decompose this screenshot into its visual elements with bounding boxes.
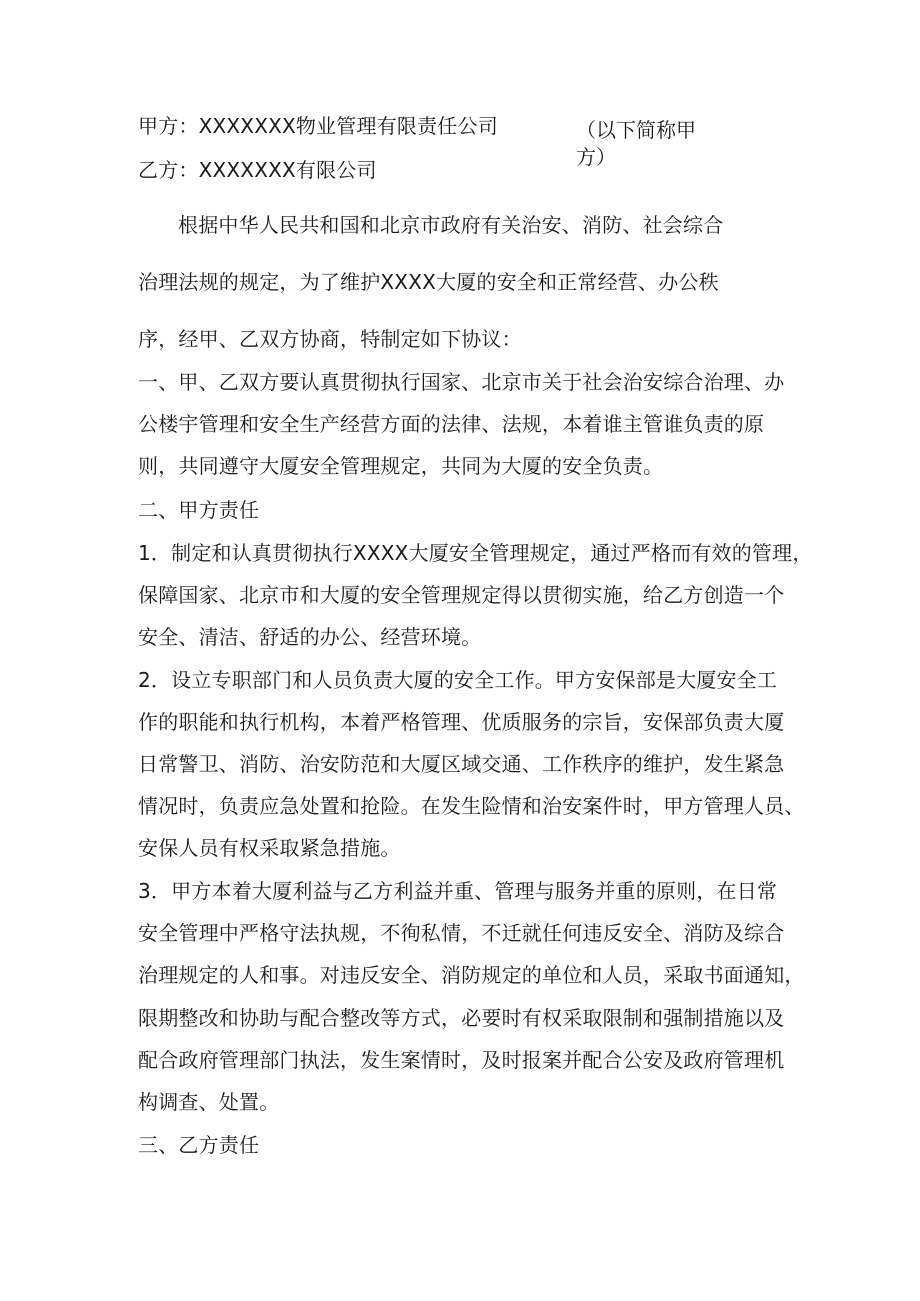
clause-3-line-4: 限期整改和协助与配合整改等方式，必要时有权采取限制和强制措施以及 — [138, 1006, 785, 1030]
clause-2-line-5: 安保人员有权采取紧急措施。 — [138, 836, 401, 860]
clause-3-line-5: 配合政府管理部门执法，发生案情时，及时报案并配合公安及政府管理机 — [138, 1048, 785, 1072]
preamble-line-2: 治理法规的规定，为了维护XXXX大厦的安全和正常经营、办公秩 — [138, 270, 719, 294]
section-2-heading: 二、甲方责任 — [138, 498, 260, 522]
abbreviation-note-line1: （以下简称甲 — [576, 118, 696, 142]
clause-2-line-1: 2．设立专职部门和人员负责大厦的安全工作。甲方安保部是大厦安全工 — [138, 668, 778, 692]
abbreviation-note-line2: 方） — [576, 145, 616, 169]
section-3-heading: 三、乙方责任 — [138, 1133, 260, 1157]
section-1-line-3: 则，共同遵守大厦安全管理规定，共同为大厦的安全负责。 — [138, 454, 664, 478]
clause-3-line-3: 治理规定的人和事。对违反安全、消防规定的单位和人员，采取书面通知， — [138, 963, 805, 987]
clause-2-line-4: 情况时，负责应急处置和抢险。在发生险情和治安案件时，甲方管理人员、 — [138, 794, 805, 818]
preamble-line-3: 序，经甲、乙双方协商，特制定如下协议： — [138, 327, 522, 351]
clause-2-line-3: 日常警卫、消防、治安防范和大厦区域交通、工作秩序的维护，发生紧急 — [138, 752, 785, 776]
clause-1-line-2: 保障国家、北京市和大厦的安全管理规定得以贯彻实施，给乙方创造一个 — [138, 583, 785, 607]
clause-1-line-1: 1．制定和认真贯彻执行XXXX大厦安全管理规定，通过严格而有效的管理， — [138, 541, 813, 565]
clause-2-line-2: 作的职能和执行机构，本着严格管理、优质服务的宗旨，安保部负责大厦 — [138, 710, 785, 734]
party-a-line: 甲方：XXXXXXX物业管理有限责任公司 — [138, 114, 498, 138]
clause-3-line-2: 安全管理中严格守法执规，不徇私情，不迁就任何违反安全、消防及综合 — [138, 921, 785, 945]
clause-3-line-6: 构调查、处置。 — [138, 1090, 280, 1114]
clause-1-line-3: 安全、清洁、舒适的办公、经营环境。 — [138, 625, 482, 649]
preamble-line-1: 根据中华人民共和国和北京市政府有关治安、消防、社会综合 — [178, 213, 724, 237]
section-1-line-1: 一、甲、乙双方要认真贯彻执行国家、北京市关于社会治安综合治理、办 — [138, 370, 785, 394]
clause-3-line-1: 3．甲方本着大厦利益与乙方利益并重、管理与服务并重的原则，在日常 — [138, 879, 778, 903]
party-b-line: 乙方：XXXXXXX有限公司 — [138, 158, 377, 182]
section-1-line-2: 公楼宇管理和安全生产经营方面的法律、法规，本着谁主管谁负责的原 — [138, 412, 765, 436]
